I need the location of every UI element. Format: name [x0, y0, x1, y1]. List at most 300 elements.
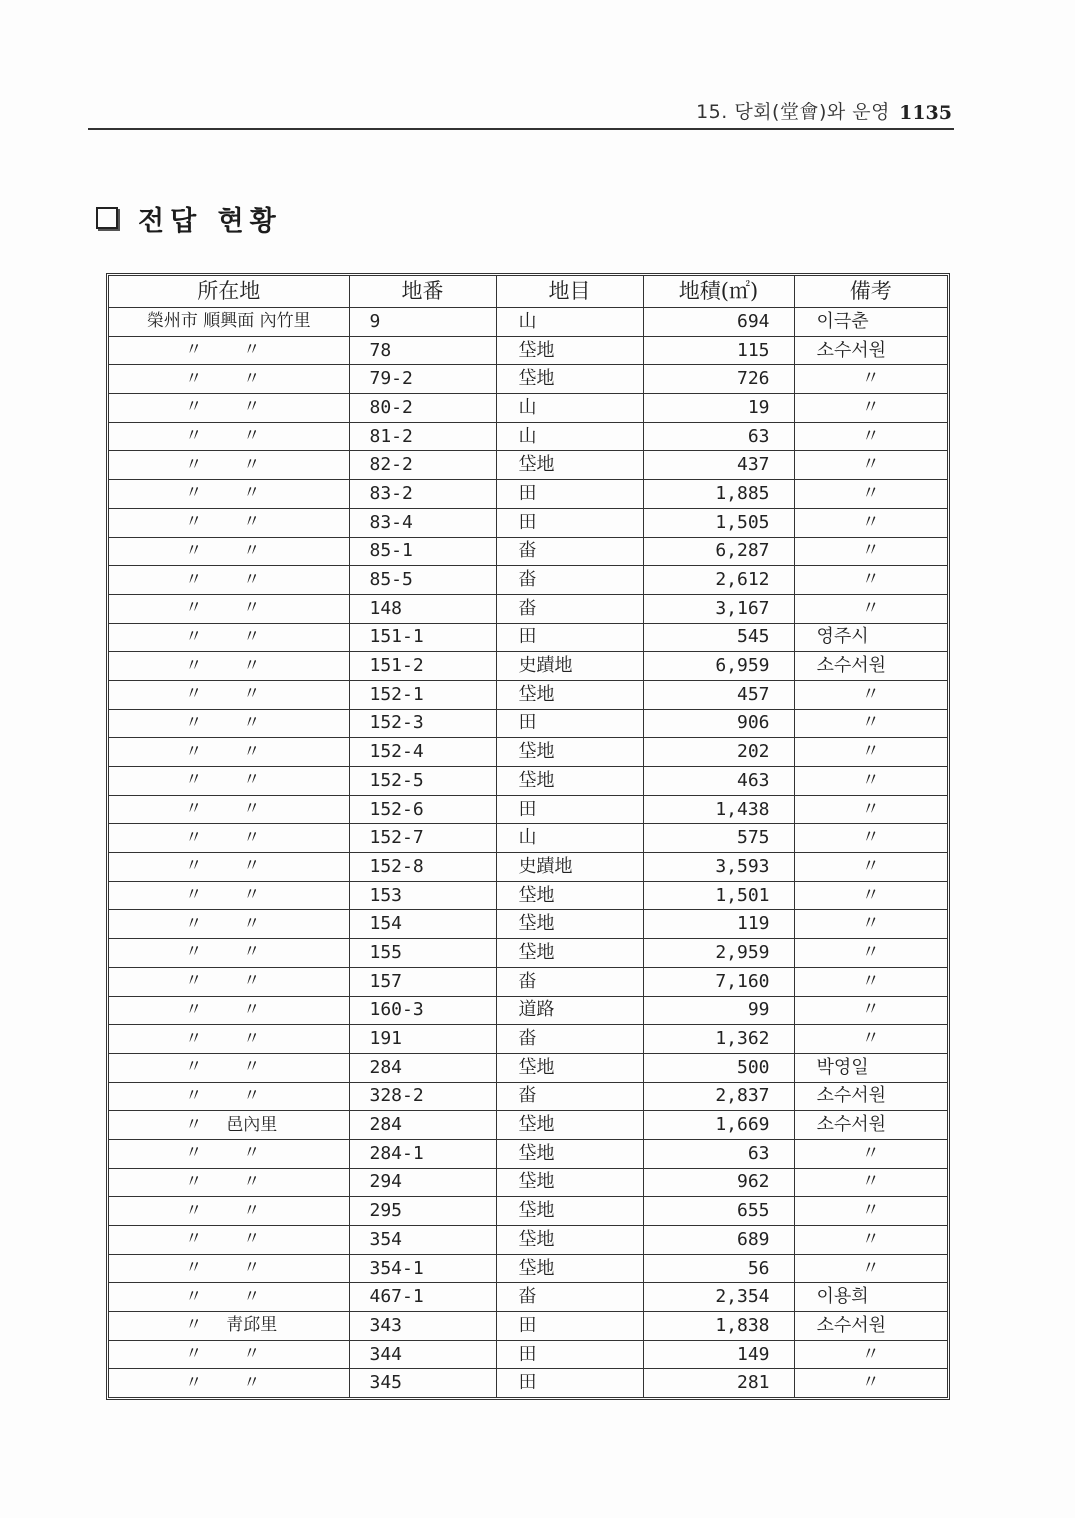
cell-note: 〃: [794, 680, 947, 709]
cell-category: 畓: [496, 537, 643, 566]
table-row: [109, 709, 947, 738]
location-part: 〃: [243, 1286, 261, 1307]
table-row: [109, 767, 947, 796]
location-part: 〃: [185, 454, 203, 475]
column-header-parcel: 地番: [349, 276, 496, 308]
cell-note: 〃: [794, 1197, 947, 1226]
cell-location: [109, 1226, 349, 1255]
cell-area: 63: [643, 1139, 794, 1168]
cell-category: 垈地: [496, 451, 643, 480]
cell-parcel: 328-2: [349, 1082, 496, 1111]
cell-note: 〃: [794, 967, 947, 996]
location-part: 〃: [185, 598, 203, 619]
column-header-category: 地目: [496, 276, 643, 308]
cell-parcel: 284-1: [349, 1139, 496, 1168]
cell-note: 박영일: [794, 1053, 947, 1082]
cell-parcel: 85-5: [349, 566, 496, 595]
cell-category: 田: [496, 1340, 643, 1369]
cell-note: 소수서원: [794, 336, 947, 365]
cell-location: [109, 394, 349, 423]
location-part: 〃: [243, 1344, 261, 1365]
cell-category: 史蹟地: [496, 652, 643, 681]
location-part: 〃: [185, 1171, 203, 1192]
chapter-title: 15. 당회(堂會)와 운영: [696, 101, 890, 123]
cell-area: 2,837: [643, 1082, 794, 1111]
location-part: 〃: [243, 569, 261, 590]
cell-note: 〃: [794, 1369, 947, 1397]
cell-parcel: 344: [349, 1340, 496, 1369]
location-part: 〃: [243, 1143, 261, 1164]
location-part: 〃: [185, 885, 203, 906]
cell-parcel: 151-1: [349, 623, 496, 652]
cell-area: 2,959: [643, 939, 794, 968]
location-part: 〃: [185, 655, 203, 676]
cell-category: 道路: [496, 996, 643, 1025]
cell-note: 〃: [794, 795, 947, 824]
table-row: [109, 939, 947, 968]
cell-area: 1,505: [643, 508, 794, 537]
cell-note: 〃: [794, 824, 947, 853]
cell-note: 〃: [794, 537, 947, 566]
cell-parcel: 81-2: [349, 422, 496, 451]
cell-area: 2,354: [643, 1283, 794, 1312]
cell-note: 〃: [794, 394, 947, 423]
cell-parcel: 82-2: [349, 451, 496, 480]
location-part: 〃: [185, 1315, 203, 1336]
cell-location: [109, 537, 349, 566]
cell-location: [109, 1111, 349, 1140]
cell-category: 田: [496, 709, 643, 738]
cell-area: 7,160: [643, 967, 794, 996]
cell-location: [109, 566, 349, 595]
table-row: [109, 1025, 947, 1054]
page-number: 1135: [899, 102, 952, 124]
table-row: [109, 967, 947, 996]
location-part: 〃: [243, 1200, 261, 1221]
table-row: [109, 1226, 947, 1255]
cell-parcel: 80-2: [349, 394, 496, 423]
cell-category: 垈地: [496, 1053, 643, 1082]
cell-note: 소수서원: [794, 1082, 947, 1111]
cell-location: [109, 451, 349, 480]
location-part: 〃: [243, 1085, 261, 1106]
cell-category: 垈地: [496, 1254, 643, 1283]
location-part: 〃: [243, 340, 261, 361]
table-row: [109, 336, 947, 365]
cell-location: [109, 1369, 349, 1397]
table-row: [109, 853, 947, 882]
location-part: 〃: [185, 1344, 203, 1365]
cell-location: [109, 996, 349, 1025]
cell-area: 463: [643, 767, 794, 796]
cell-parcel: 155: [349, 939, 496, 968]
cell-location: [109, 939, 349, 968]
cell-category: 山: [496, 394, 643, 423]
cell-parcel: 345: [349, 1369, 496, 1397]
cell-note: 이용희: [794, 1283, 947, 1312]
location-part: 〃: [185, 1258, 203, 1279]
cell-category: 垈地: [496, 881, 643, 910]
cell-note: 〃: [794, 1340, 947, 1369]
table-row: [109, 394, 947, 423]
cell-note: 〃: [794, 566, 947, 595]
table-row: [109, 566, 947, 595]
cell-parcel: 152-6: [349, 795, 496, 824]
cell-category: 山: [496, 422, 643, 451]
location-part: 〃: [243, 626, 261, 647]
location-part: 〃: [243, 684, 261, 705]
location-part: 〃: [185, 712, 203, 733]
cell-area: 56: [643, 1254, 794, 1283]
cell-note: 〃: [794, 1025, 947, 1054]
cell-location: [109, 480, 349, 509]
cell-area: 457: [643, 680, 794, 709]
location-part: 〃: [243, 913, 261, 934]
location-part: 〃: [243, 1028, 261, 1049]
table-row: [109, 480, 947, 509]
location-part: 〃: [243, 483, 261, 504]
cell-location: [109, 767, 349, 796]
location-part: 〃: [243, 712, 261, 733]
location-part: 〃: [185, 397, 203, 418]
location-part: 靑邱里: [226, 1315, 278, 1336]
cell-parcel: 152-4: [349, 738, 496, 767]
cell-category: 垈地: [496, 910, 643, 939]
location-part: 〃: [185, 684, 203, 705]
cell-parcel: 284: [349, 1053, 496, 1082]
cell-location: [109, 795, 349, 824]
cell-note: 〃: [794, 480, 947, 509]
location-part: 〃: [185, 626, 203, 647]
location-part: 〃: [243, 540, 261, 561]
cell-area: 119: [643, 910, 794, 939]
cell-note: 소수서원: [794, 1111, 947, 1140]
table-row: [109, 881, 947, 910]
cell-note: 〃: [794, 1168, 947, 1197]
cell-note: 소수서원: [794, 1312, 947, 1341]
cell-note: 〃: [794, 767, 947, 796]
cell-parcel: 160-3: [349, 996, 496, 1025]
location-part: 〃: [185, 368, 203, 389]
cell-location: [109, 1197, 349, 1226]
table-header-row: [109, 276, 947, 308]
cell-note: 〃: [794, 853, 947, 882]
cell-parcel: 148: [349, 594, 496, 623]
cell-note: 〃: [794, 939, 947, 968]
cell-location: [109, 910, 349, 939]
cell-note: 〃: [794, 910, 947, 939]
table-row: [109, 1197, 947, 1226]
cell-parcel: 152-8: [349, 853, 496, 882]
cell-area: 3,167: [643, 594, 794, 623]
location-part: 〃: [185, 1085, 203, 1106]
cell-note: 〃: [794, 451, 947, 480]
table-row: [109, 795, 947, 824]
cell-parcel: 9: [349, 308, 496, 337]
cell-area: 99: [643, 996, 794, 1025]
cell-category: 田: [496, 1369, 643, 1397]
location-part: 〃: [243, 999, 261, 1020]
table-row: [109, 422, 947, 451]
location-part: 〃: [243, 942, 261, 963]
cell-area: 1,501: [643, 881, 794, 910]
table-row: [109, 1053, 947, 1082]
cell-location: [109, 1139, 349, 1168]
cell-category: 畓: [496, 566, 643, 595]
table-row: [109, 824, 947, 853]
section-heading: [96, 200, 282, 236]
cell-note: 〃: [794, 1254, 947, 1283]
cell-area: 655: [643, 1197, 794, 1226]
location-part: 〃: [243, 397, 261, 418]
cell-area: 575: [643, 824, 794, 853]
cell-location: [109, 881, 349, 910]
cell-location: [109, 1340, 349, 1369]
cell-location: [109, 1082, 349, 1111]
cell-location: [109, 336, 349, 365]
cell-parcel: 83-4: [349, 508, 496, 537]
table-row: [109, 1283, 947, 1312]
section-title: 전답 현황: [138, 205, 282, 237]
cell-area: 1,838: [643, 1312, 794, 1341]
location-part: 〃: [185, 1114, 203, 1135]
cell-parcel: 153: [349, 881, 496, 910]
cell-category: 垈地: [496, 939, 643, 968]
cell-category: 垈地: [496, 336, 643, 365]
cell-note: 〃: [794, 881, 947, 910]
cell-parcel: 152-7: [349, 824, 496, 853]
cell-location: [109, 709, 349, 738]
cell-category: 垈地: [496, 738, 643, 767]
table-row: [109, 451, 947, 480]
location-part: 〃: [185, 942, 203, 963]
cell-location: [109, 967, 349, 996]
location-part: 〃: [185, 569, 203, 590]
cell-category: 垈地: [496, 1226, 643, 1255]
table-row: [109, 1312, 947, 1341]
column-header-area: 地積(㎡): [643, 276, 794, 308]
location-part: 〃: [243, 655, 261, 676]
location-part: 〃: [185, 426, 203, 447]
location-part: 〃: [185, 827, 203, 848]
cell-note: 〃: [794, 1226, 947, 1255]
cell-location: [109, 738, 349, 767]
cell-area: 694: [643, 308, 794, 337]
cell-category: 山: [496, 308, 643, 337]
cell-area: 115: [643, 336, 794, 365]
cell-parcel: 157: [349, 967, 496, 996]
cell-area: 500: [643, 1053, 794, 1082]
table-row: [109, 508, 947, 537]
cell-location: [109, 853, 349, 882]
location-part: 〃: [185, 1057, 203, 1078]
location-part: 〃: [243, 1171, 261, 1192]
table-row: [109, 365, 947, 394]
location-part: 〃: [185, 1028, 203, 1049]
cell-category: 田: [496, 480, 643, 509]
location-part: 〃: [185, 856, 203, 877]
cell-parcel: 152-3: [349, 709, 496, 738]
cell-category: 垈地: [496, 680, 643, 709]
location-part: 〃: [185, 770, 203, 791]
cell-area: 962: [643, 1168, 794, 1197]
cell-category: 山: [496, 824, 643, 853]
cell-area: 6,287: [643, 537, 794, 566]
cell-category: 史蹟地: [496, 853, 643, 882]
cell-category: 田: [496, 623, 643, 652]
location-part: 〃: [185, 913, 203, 934]
location-part: 〃: [243, 799, 261, 820]
cell-location: [109, 824, 349, 853]
column-header-location: 所在地: [109, 276, 349, 308]
cell-area: 1,669: [643, 1111, 794, 1140]
cell-area: 689: [643, 1226, 794, 1255]
cell-location: [109, 1025, 349, 1054]
cell-parcel: 284: [349, 1111, 496, 1140]
location-part: 〃: [185, 483, 203, 504]
cell-area: 1,362: [643, 1025, 794, 1054]
location-part: 〃: [243, 1229, 261, 1250]
location-part: 〃: [243, 827, 261, 848]
cell-location: 榮州市 順興面 內竹里: [109, 308, 349, 337]
cell-note: 〃: [794, 594, 947, 623]
table-row: [109, 1082, 947, 1111]
location-part: 〃: [185, 799, 203, 820]
cell-parcel: 85-1: [349, 537, 496, 566]
cell-parcel: 152-5: [349, 767, 496, 796]
table-row: [109, 594, 947, 623]
cell-note: 이극춘: [794, 308, 947, 337]
table-row: [109, 1111, 947, 1140]
table-row: [109, 308, 947, 337]
location-part: 〃: [243, 770, 261, 791]
cell-parcel: 354: [349, 1226, 496, 1255]
table-row: [109, 910, 947, 939]
cell-category: 田: [496, 508, 643, 537]
location-part: 〃: [185, 1372, 203, 1393]
table-row: [109, 1168, 947, 1197]
table-row: [109, 1254, 947, 1283]
cell-category: 畓: [496, 594, 643, 623]
cell-area: 281: [643, 1369, 794, 1397]
cell-parcel: 354-1: [349, 1254, 496, 1283]
column-header-note: 備考: [794, 276, 947, 308]
cell-category: 畓: [496, 1082, 643, 1111]
cell-category: 田: [496, 795, 643, 824]
table-row: [109, 623, 947, 652]
location-part: 〃: [243, 454, 261, 475]
location-part: 〃: [243, 741, 261, 762]
cell-parcel: 79-2: [349, 365, 496, 394]
cell-category: 垈地: [496, 1168, 643, 1197]
location-part: 〃: [243, 368, 261, 389]
table-row: [109, 680, 947, 709]
location-part: 〃: [243, 1258, 261, 1279]
cell-parcel: 152-1: [349, 680, 496, 709]
table-row: [109, 738, 947, 767]
cell-parcel: 83-2: [349, 480, 496, 509]
cell-location: [109, 623, 349, 652]
cell-location: [109, 1053, 349, 1082]
cell-location: [109, 1283, 349, 1312]
location-part: 〃: [243, 1372, 261, 1393]
location-part: 〃: [243, 1057, 261, 1078]
cell-category: 垈地: [496, 365, 643, 394]
cell-note: 소수서원: [794, 652, 947, 681]
table-row: [109, 652, 947, 681]
location-part: 〃: [243, 885, 261, 906]
table-row: [109, 1340, 947, 1369]
location-part: 〃: [185, 741, 203, 762]
cell-area: 545: [643, 623, 794, 652]
cell-location: [109, 508, 349, 537]
cell-note: 〃: [794, 365, 947, 394]
table-row: [109, 996, 947, 1025]
location-part: 〃: [185, 1200, 203, 1221]
cell-location: [109, 680, 349, 709]
cell-area: 63: [643, 422, 794, 451]
cell-area: 726: [643, 365, 794, 394]
table-row: [109, 1369, 947, 1397]
cell-location: [109, 365, 349, 394]
location-part: 〃: [185, 999, 203, 1020]
cell-parcel: 191: [349, 1025, 496, 1054]
cell-category: 垈地: [496, 1197, 643, 1226]
cell-area: 437: [643, 451, 794, 480]
location-part: 〃: [185, 340, 203, 361]
location-part: 〃: [185, 512, 203, 533]
location-part: 〃: [185, 1143, 203, 1164]
location-part: 〃: [243, 426, 261, 447]
cell-area: 202: [643, 738, 794, 767]
cell-note: 〃: [794, 996, 947, 1025]
table-body: [109, 308, 947, 1398]
table-row: [109, 537, 947, 566]
cell-parcel: 78: [349, 336, 496, 365]
cell-category: 田: [496, 1312, 643, 1341]
cell-location: [109, 594, 349, 623]
cell-area: 1,885: [643, 480, 794, 509]
cell-area: 149: [643, 1340, 794, 1369]
cell-note: 〃: [794, 508, 947, 537]
cell-area: 2,612: [643, 566, 794, 595]
cell-category: 垈地: [496, 767, 643, 796]
cell-category: 畓: [496, 1283, 643, 1312]
cell-category: 垈地: [496, 1111, 643, 1140]
location-part: 〃: [185, 1286, 203, 1307]
location-part: 〃: [243, 856, 261, 877]
cell-parcel: 467-1: [349, 1283, 496, 1312]
cell-location: [109, 1254, 349, 1283]
cell-parcel: 343: [349, 1312, 496, 1341]
running-header: [88, 98, 954, 130]
cell-note: 영주시: [794, 623, 947, 652]
cell-area: 6,959: [643, 652, 794, 681]
cell-location: [109, 422, 349, 451]
land-table: [106, 273, 950, 1400]
cell-category: 畓: [496, 967, 643, 996]
cell-area: 19: [643, 394, 794, 423]
cell-parcel: 295: [349, 1197, 496, 1226]
cell-note: 〃: [794, 709, 947, 738]
cell-category: 垈地: [496, 1139, 643, 1168]
cell-note: 〃: [794, 738, 947, 767]
location-part: 〃: [243, 512, 261, 533]
location-part: 〃: [243, 971, 261, 992]
table-row: [109, 1139, 947, 1168]
cell-area: 3,593: [643, 853, 794, 882]
cell-area: 1,438: [643, 795, 794, 824]
